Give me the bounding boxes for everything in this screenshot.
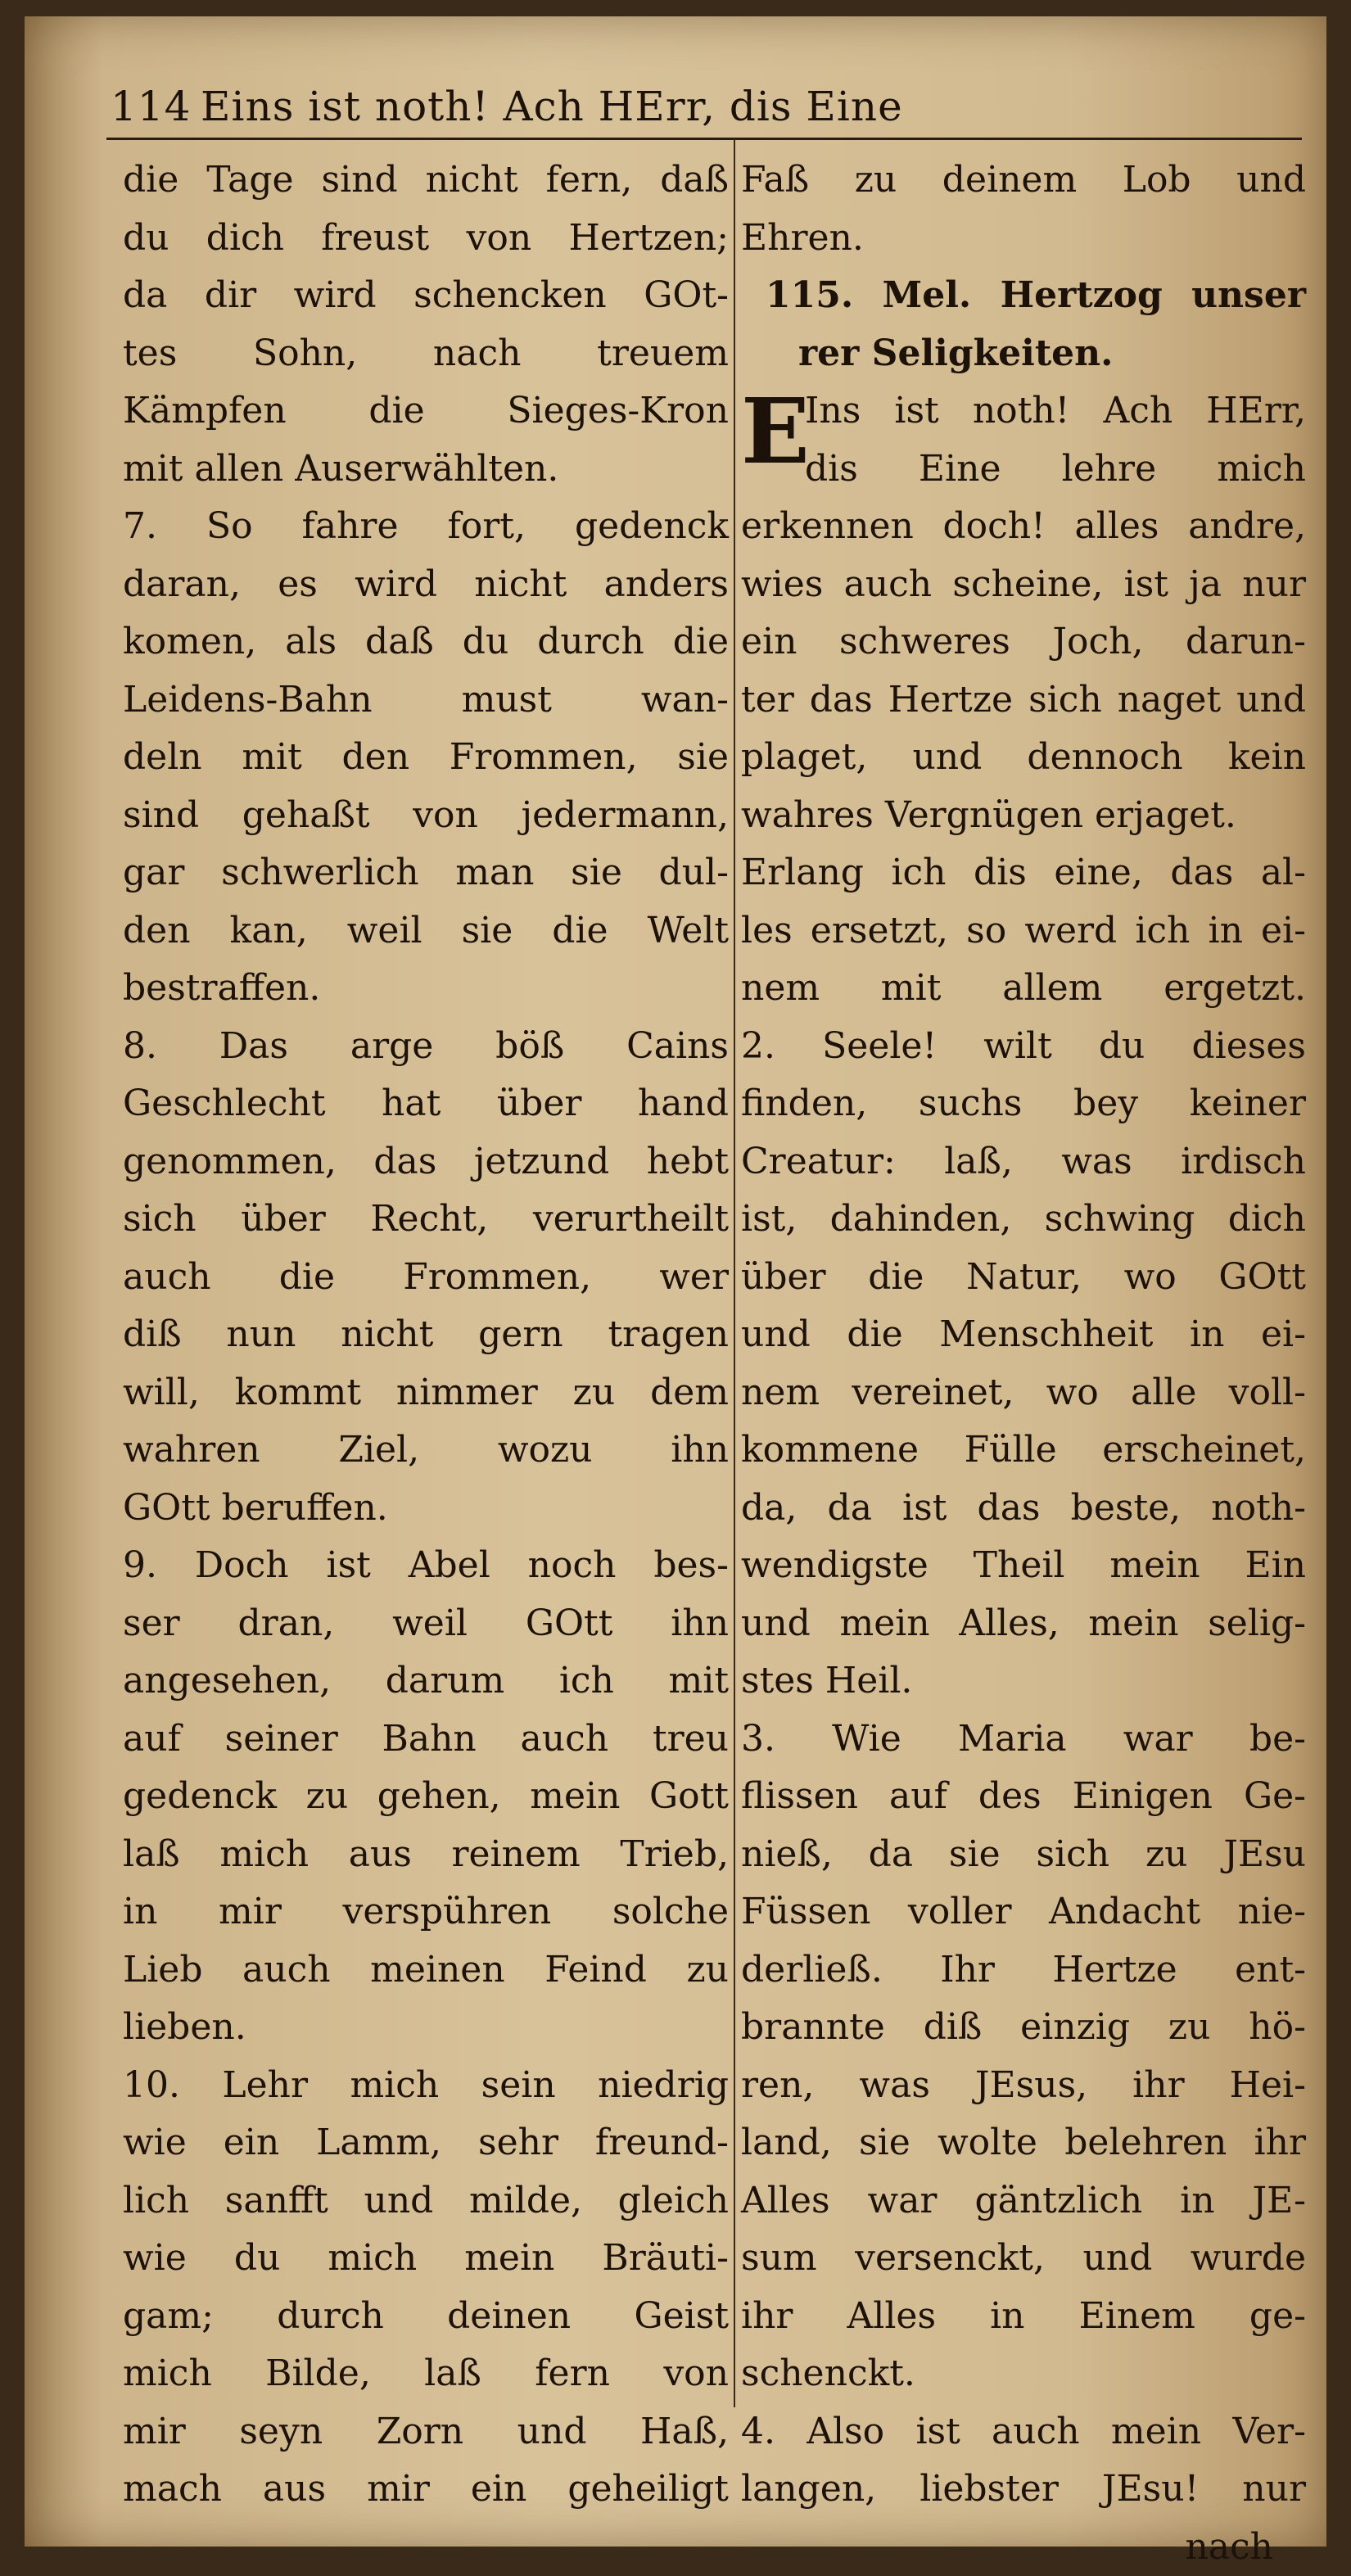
- text-line: plaget, und dennoch kein: [741, 729, 1306, 787]
- text-line: wendigste Theil mein Ein: [741, 1537, 1306, 1595]
- text-line: und mein Alles, mein selig-: [741, 1595, 1306, 1653]
- text-line: nieß, da sie sich zu JEsu: [741, 1826, 1306, 1884]
- text-line: sich über Recht, verurtheilt: [123, 1191, 729, 1249]
- text-line: da dir wird schencken GOt-: [123, 267, 729, 325]
- text-line: Ins ist noth! Ach HErr,: [741, 382, 1306, 441]
- text-line: 10. Lehr mich sein niedrig: [123, 2057, 729, 2115]
- text-line: 7. So fahre fort, gedenck: [123, 498, 729, 556]
- text-line: wie ein Lamm, sehr freund-: [123, 2114, 729, 2172]
- text-line: mach aus mir ein geheiligt: [123, 2461, 729, 2519]
- text-line: über die Natur, wo GOtt: [741, 1249, 1306, 1307]
- hymn-opening: [741, 382, 1306, 498]
- running-head: [111, 74, 1298, 139]
- text-line: ter das Hertze sich naget und: [741, 671, 1306, 730]
- text-line: mich Bilde, laß fern von: [123, 2345, 729, 2403]
- text-line: 3. Wie Maria war be-: [741, 1711, 1306, 1769]
- text-line: sum versenckt, und wurde: [741, 2230, 1306, 2288]
- book-page: [25, 16, 1326, 2547]
- text-line: auf seiner Bahn auch treu: [123, 1711, 729, 1769]
- text-line: Creatur: laß, was irdisch: [741, 1133, 1306, 1191]
- text-line: mit allen Auserwählten.: [123, 441, 729, 499]
- text-line: les ersetzt, so werd ich in ei-: [741, 902, 1306, 960]
- text-line: auch die Frommen, wer: [123, 1249, 729, 1307]
- text-line: diß nun nicht gern tragen: [123, 1306, 729, 1364]
- hymn-heading-line: rer Seligkeiten.: [741, 325, 1306, 383]
- text-line: wie du mich mein Bräuti-: [123, 2230, 729, 2288]
- text-line: land, sie wolte belehren ihr: [741, 2114, 1306, 2172]
- text-line: gam; durch deinen Geist: [123, 2288, 729, 2346]
- text-line: mir seyn Zorn und Haß,: [123, 2403, 729, 2461]
- text-line: dis Eine lehre mich: [741, 441, 1306, 499]
- right-column: [741, 151, 1306, 2510]
- hymn-heading: [741, 267, 1306, 382]
- text-line: Erlang ich dis eine, das al-: [741, 844, 1306, 902]
- text-line: lieben.: [123, 1999, 729, 2057]
- text-line: wahres Vergnügen erjaget.: [741, 787, 1306, 845]
- text-line: deln mit den Frommen, sie: [123, 729, 729, 787]
- text-line: finden, suchs bey keiner: [741, 1075, 1306, 1133]
- hymn-heading-line: 115. Mel. Hertzog unser: [741, 267, 1306, 325]
- text-line: Faß zu deinem Lob und: [741, 151, 1306, 210]
- text-line: 4. Also ist auch mein Ver-: [741, 2403, 1306, 2461]
- page-number: 114: [111, 74, 201, 139]
- text-line: 9. Doch ist Abel noch bes-: [123, 1537, 729, 1595]
- catchword: nach: [741, 2519, 1306, 2576]
- text-line: Geschlecht hat über hand: [123, 1075, 729, 1133]
- running-title: Eins ist noth! Ach HErr, dis Eine: [201, 83, 903, 130]
- text-line: stes Heil.: [741, 1652, 1306, 1711]
- text-line: flissen auf des Einigen Ge-: [741, 1768, 1306, 1826]
- text-line: erkennen doch! alles andre,: [741, 498, 1306, 556]
- text-line: gar schwerlich man sie dul-: [123, 844, 729, 902]
- text-line: genommen, das jetzund hebt: [123, 1133, 729, 1191]
- text-line: ren, was JEsus, ihr Hei-: [741, 2057, 1306, 2115]
- column-divider: [734, 139, 735, 2407]
- text-line: Leidens-Bahn must wan-: [123, 671, 729, 730]
- text-line: Füssen voller Andacht nie-: [741, 1883, 1306, 1941]
- text-line: GOtt beruffen.: [123, 1480, 729, 1538]
- text-line: in mir verspühren solche: [123, 1883, 729, 1941]
- text-line: angesehen, darum ich mit: [123, 1652, 729, 1711]
- text-line: wahren Ziel, wozu ihn: [123, 1421, 729, 1480]
- text-line: Lieb auch meinen Feind zu: [123, 1941, 729, 2000]
- text-line: ihr Alles in Einem ge-: [741, 2288, 1306, 2346]
- text-line: den kan, weil sie die Welt: [123, 902, 729, 960]
- text-line: da, da ist das beste, noth-: [741, 1480, 1306, 1538]
- text-line: 8. Das arge böß Cains: [123, 1018, 729, 1076]
- text-line: gedenck zu gehen, mein Gott: [123, 1768, 729, 1826]
- text-line: Kämpfen die Sieges-Kron: [123, 382, 729, 441]
- text-line: laß mich aus reinem Trieb,: [123, 1826, 729, 1884]
- drop-cap: E: [741, 382, 798, 489]
- text-line: tes Sohn, nach treuem: [123, 325, 729, 383]
- text-line: derließ. Ihr Hertze ent-: [741, 1941, 1306, 2000]
- text-line: brannte diß einzig zu hö-: [741, 1999, 1306, 2057]
- text-line: daran, es wird nicht anders: [123, 556, 729, 614]
- text-line: 2. Seele! wilt du dieses: [741, 1018, 1306, 1076]
- text-line: ein schweres Joch, darun-: [741, 613, 1306, 671]
- text-line: langen, liebster JEsu! nur: [741, 2461, 1306, 2519]
- text-line: nem mit allem ergetzt.: [741, 960, 1306, 1018]
- text-line: ser dran, weil GOtt ihn: [123, 1595, 729, 1653]
- text-line: ist, dahinden, schwing dich: [741, 1191, 1306, 1249]
- text-line: die Tage sind nicht fern, daß: [123, 151, 729, 210]
- text-line: Ehren.: [741, 210, 1306, 268]
- text-line: lich sanfft und milde, gleich: [123, 2172, 729, 2230]
- text-line: kommene Fülle erscheinet,: [741, 1421, 1306, 1480]
- header-rule: [106, 138, 1302, 140]
- text-line: will, kommt nimmer zu dem: [123, 1364, 729, 1422]
- text-line: nem vereinet, wo alle voll-: [741, 1364, 1306, 1422]
- text-line: du dich freust von Hertzen;: [123, 210, 729, 268]
- text-line: wies auch scheine, ist ja nur: [741, 556, 1306, 614]
- text-line: Alles war gäntzlich in JE-: [741, 2172, 1306, 2230]
- text-line: schenckt.: [741, 2345, 1306, 2403]
- text-line: und die Menschheit in ei-: [741, 1306, 1306, 1364]
- left-column: [123, 151, 729, 2510]
- text-line: bestraffen.: [123, 960, 729, 1018]
- text-line: sind gehaßt von jedermann,: [123, 787, 729, 845]
- text-line: komen, als daß du durch die: [123, 613, 729, 671]
